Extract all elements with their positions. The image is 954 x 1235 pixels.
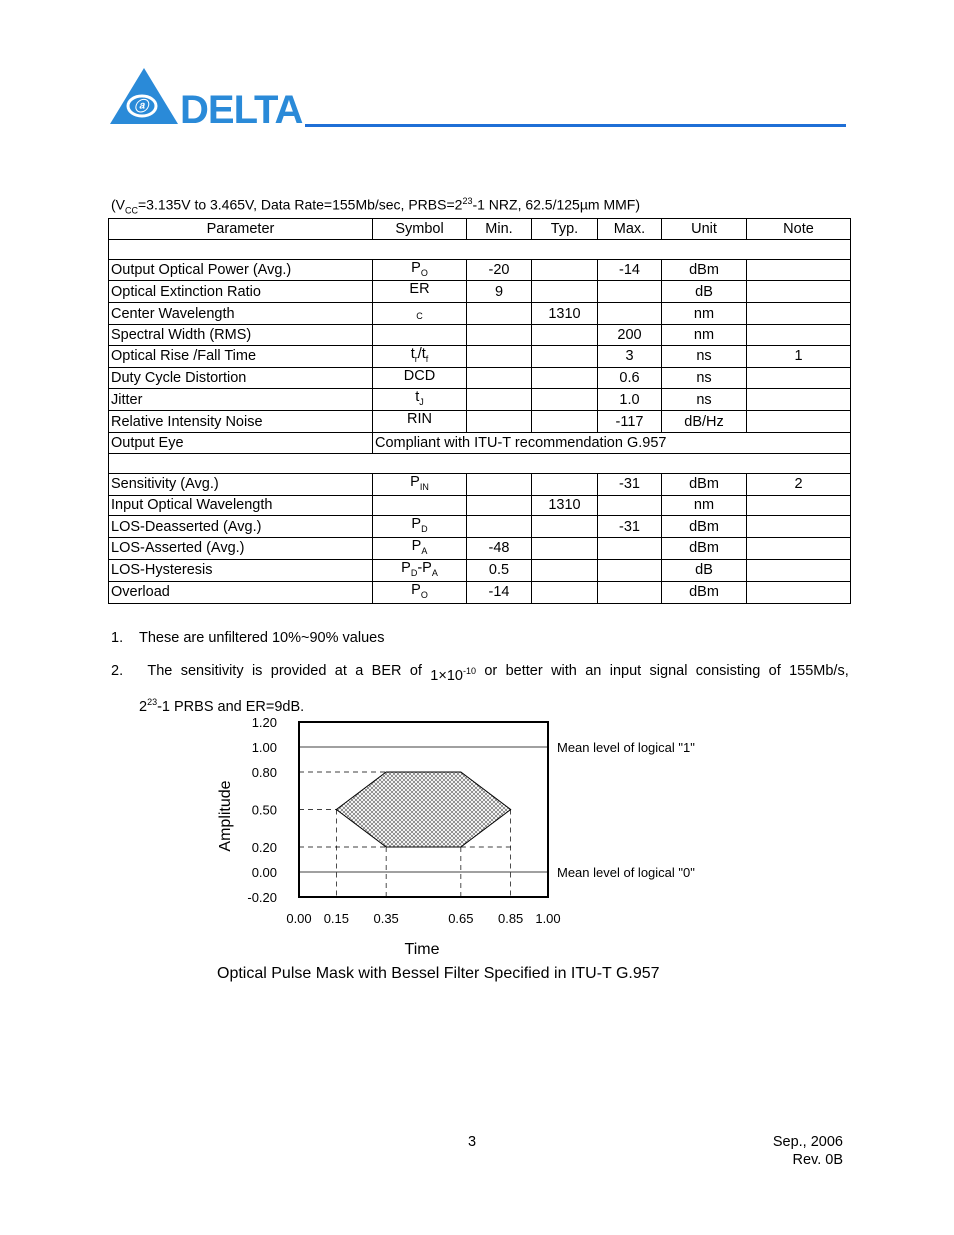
note-word: is (251, 663, 263, 679)
parameter-cell: Overload (109, 581, 373, 603)
table-row (109, 325, 851, 346)
max-cell: 1.0 (598, 389, 662, 411)
parameter-cell: Jitter (109, 389, 373, 411)
symbol-cell: $P_{IN}$ (373, 473, 467, 495)
table-row (109, 495, 851, 516)
note-word: better (505, 663, 543, 679)
typ-cell: 1310 (532, 303, 598, 325)
unit-cell: dBm (662, 259, 747, 281)
table-row (109, 367, 851, 389)
y-tick-label: 1.00 (251, 740, 277, 755)
note-number: 2. (111, 663, 124, 679)
note-cell (747, 389, 851, 411)
typ-cell (532, 281, 598, 303)
min-cell (467, 325, 532, 346)
min-cell: -48 (467, 538, 532, 560)
typ-cell (532, 559, 598, 581)
min-cell (467, 303, 532, 325)
note-word: of (768, 663, 781, 679)
note-word: consisting (695, 663, 761, 679)
max-cell: -31 (598, 473, 662, 495)
note-word: input (609, 663, 642, 679)
symbol-cell: $P_O$ (373, 259, 467, 281)
parameter-cell: Duty Cycle Distortion (109, 367, 373, 389)
note-cell: 2 (747, 473, 851, 495)
min-cell (467, 389, 532, 411)
column-header: Parameter (109, 219, 373, 240)
level-label: Mean level of logical "0" (557, 865, 695, 880)
parameter-cell: Center Wavelength (109, 303, 373, 325)
note-cell (747, 411, 851, 433)
x-tick-label: 1.00 (535, 911, 561, 926)
unit-cell: dB (662, 559, 747, 581)
note-word: 155Mb/s, (789, 663, 849, 679)
note-word: with (551, 663, 577, 679)
max-cell: -117 (598, 411, 662, 433)
table-row (109, 281, 851, 303)
note-cell (747, 259, 851, 281)
note-word: at (334, 663, 347, 679)
page-number: 3 (468, 1134, 477, 1150)
parameter-cell: Relative Intensity Noise (109, 411, 373, 433)
note-cell (747, 516, 851, 538)
unit-cell: ns (662, 345, 747, 367)
unit-cell: dB/Hz (662, 411, 747, 433)
table-row (109, 345, 851, 367)
y-tick-label: 0.50 (251, 802, 277, 818)
note-word: sensitivity (180, 663, 244, 679)
symbol-cell (373, 325, 467, 346)
x-tick-label: 0.00 (286, 911, 312, 926)
note-cell: 1 (747, 345, 851, 367)
parameter-cell: LOS-Asserted (Avg.) (109, 538, 373, 560)
x-tick-label: 0.15 (323, 911, 350, 926)
column-header: Note (747, 219, 851, 240)
max-cell: 3 (598, 345, 662, 367)
symbol-cell: $P_D-P_A$ (373, 559, 467, 581)
column-header: Unit (662, 219, 747, 240)
column-header: Min. (467, 219, 532, 240)
y-tick-label: 0.20 (251, 840, 277, 855)
table-row (109, 559, 851, 581)
max-cell: -14 (598, 259, 662, 281)
note-word: a (355, 663, 364, 679)
table-row (109, 538, 851, 560)
symbol-cell: RIN (373, 411, 467, 433)
y-tick-label: 1.20 (251, 715, 277, 730)
y-axis-label: Amplitude (217, 780, 234, 852)
typ-cell (532, 581, 598, 603)
note-word: signal (649, 663, 688, 679)
x-tick-label: 0.65 (448, 911, 474, 926)
note-cell (747, 495, 851, 516)
unit-cell: dBm (662, 581, 747, 603)
table-row (109, 433, 851, 454)
note-cell (747, 538, 851, 560)
unit-cell: dBm (662, 538, 747, 560)
note-word: The (147, 663, 173, 679)
symbol-cell: $t_r/t_f$ (373, 345, 467, 367)
note-cell (747, 303, 851, 325)
note-word: provided (270, 663, 327, 679)
note-2: 2. The sensitivity is provided at a BER of $1\times 10^{-10}$ or better with an input signal consisting of 155Mb/s, $2^{23}-1$ PRBS and ER=9dB. (111, 657, 849, 721)
note-word: or (484, 663, 498, 679)
delta-logo (108, 66, 304, 128)
typ-cell (532, 325, 598, 346)
min-cell (467, 411, 532, 433)
max-cell (598, 581, 662, 603)
x-axis-label: Time (404, 941, 440, 958)
min-cell (467, 516, 532, 538)
test-conditions: ($V_{CC}=3.135V$ to 3.465V, Data Rate=155Mb/sec, $PRBS=2^{23}-1$ NRZ, 62.5/125µm MMF) (111, 196, 640, 216)
table-row (109, 516, 851, 538)
min-cell (467, 473, 532, 495)
note-cell (747, 559, 851, 581)
min-cell (467, 345, 532, 367)
unit-cell: ns (662, 367, 747, 389)
max-cell (598, 559, 662, 581)
y-tick-label: 0.00 (251, 865, 277, 880)
typ-cell (532, 345, 598, 367)
typ-cell (532, 516, 598, 538)
parameter-cell: Sensitivity (Avg.) (109, 473, 373, 495)
section-row (109, 453, 851, 473)
symbol-cell: ER (373, 281, 467, 303)
min-cell: -20 (467, 259, 532, 281)
symbol-cell: C (373, 303, 467, 325)
max-cell (598, 303, 662, 325)
min-cell (467, 495, 532, 516)
unit-cell: dBm (662, 473, 747, 495)
parameter-cell: Output Eye (109, 433, 373, 454)
table-row (109, 259, 851, 281)
max-cell (598, 281, 662, 303)
parameter-cell: Optical Extinction Ratio (109, 281, 373, 303)
ber-value: $1\times 10^{-10}$ (430, 666, 476, 684)
max-cell: 0.6 (598, 367, 662, 389)
output-eye-cell: Compliant with ITU-T recommendation G.957 (373, 433, 851, 454)
unit-cell: dBm (662, 516, 747, 538)
table-row (109, 473, 851, 495)
typ-cell (532, 473, 598, 495)
note-word: an (585, 663, 602, 679)
min-cell: 0.5 (467, 559, 532, 581)
unit-cell: ns (662, 389, 747, 411)
min-cell: -14 (467, 581, 532, 603)
symbol-cell: DCD (373, 367, 467, 389)
mask-polygon (336, 772, 510, 847)
table-header-row (109, 219, 851, 240)
column-header: Typ. (532, 219, 598, 240)
header-rule (305, 124, 846, 127)
note-word: BER (371, 663, 402, 679)
max-cell: 200 (598, 325, 662, 346)
svg-text:ⓐ: ⓐ (134, 98, 148, 114)
symbol-cell (373, 495, 467, 516)
unit-cell: dB (662, 281, 747, 303)
max-cell (598, 495, 662, 516)
table-row (109, 581, 851, 603)
unit-cell: nm (662, 325, 747, 346)
note-1: 1. These are unfiltered 10%~90% values (111, 630, 385, 646)
symbol-cell: $t_J$ (373, 389, 467, 411)
table-row (109, 389, 851, 411)
typ-cell (532, 411, 598, 433)
parameter-cell: LOS-Hysteresis (109, 559, 373, 581)
note-cell (747, 281, 851, 303)
note-cell (747, 581, 851, 603)
min-cell: 9 (467, 281, 532, 303)
parameter-cell: Spectral Width (RMS) (109, 325, 373, 346)
parameter-cell: Optical Rise /Fall Time (109, 345, 373, 367)
symbol-cell: $P_O$ (373, 581, 467, 603)
typ-cell (532, 389, 598, 411)
y-tick-label: -0.20 (247, 890, 277, 905)
symbol-cell: $P_D$ (373, 516, 467, 538)
x-tick-label: 0.85 (497, 911, 524, 926)
section-cell (109, 453, 851, 473)
pulse-mask-chart (200, 708, 740, 998)
min-cell (467, 367, 532, 389)
max-cell: -31 (598, 516, 662, 538)
x-tick-label: 0.35 (373, 911, 399, 926)
typ-cell (532, 367, 598, 389)
section-row (109, 239, 851, 259)
symbol-cell: $P_A$ (373, 538, 467, 560)
typ-cell (532, 538, 598, 560)
footer-revision: Rev. 0B (792, 1152, 843, 1168)
unit-cell: nm (662, 303, 747, 325)
note-cell (747, 367, 851, 389)
typ-cell: 1310 (532, 495, 598, 516)
logo-text: DELTA (180, 88, 303, 128)
max-cell (598, 538, 662, 560)
y-tick-label: 0.80 (251, 765, 277, 780)
parameter-cell: Output Optical Power (Avg.) (109, 259, 373, 281)
column-header: Symbol (373, 219, 467, 240)
note-cell (747, 325, 851, 346)
spec-table (108, 218, 851, 604)
note-word: of (409, 663, 422, 679)
unit-cell: nm (662, 495, 747, 516)
level-label: Mean level of logical "1" (557, 740, 695, 755)
typ-cell (532, 259, 598, 281)
section-cell (109, 239, 851, 259)
parameter-cell: Input Optical Wavelength (109, 495, 373, 516)
parameter-cell: LOS-Deasserted (Avg.) (109, 516, 373, 538)
table-row (109, 303, 851, 325)
chart-title: Optical Pulse Mask with Bessel Filter Specified in ITU-T G.957 (217, 965, 660, 982)
column-header: Max. (598, 219, 662, 240)
footer-date: Sep., 2006 (772, 1134, 843, 1150)
table-row (109, 411, 851, 433)
